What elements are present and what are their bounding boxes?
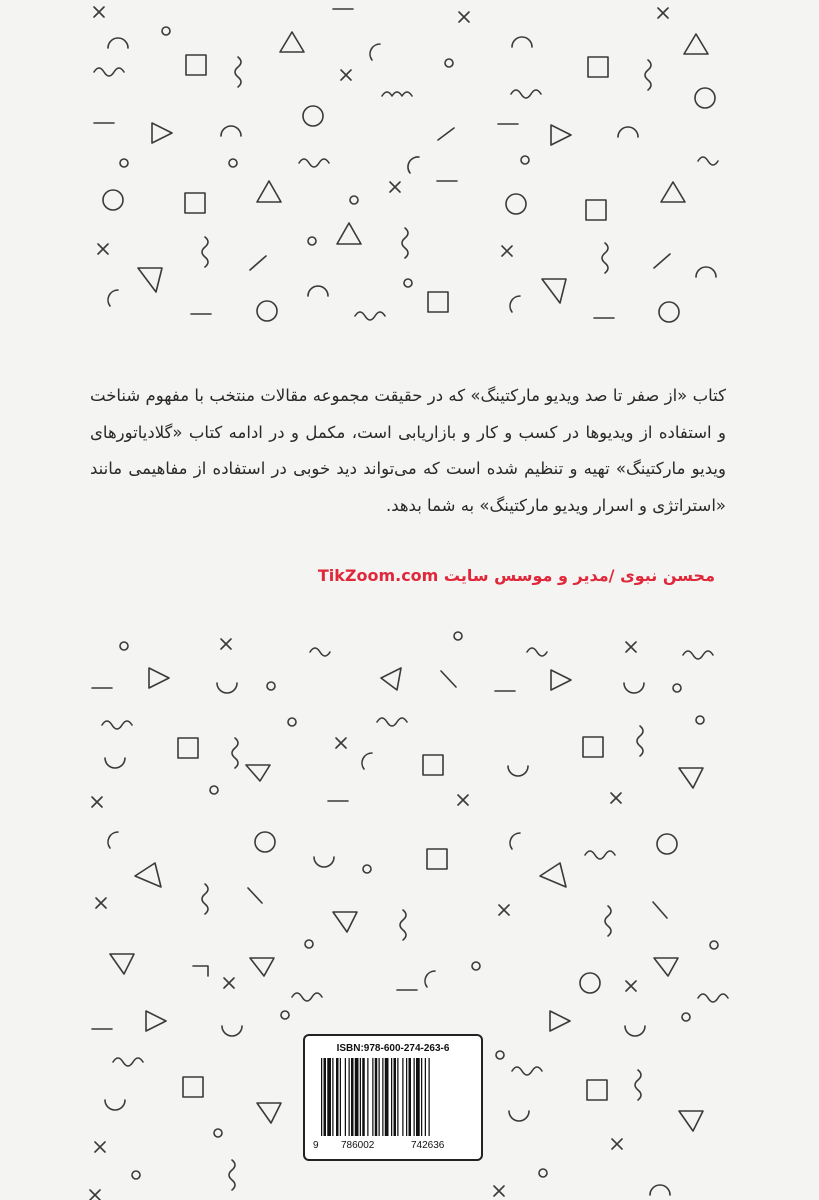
isbn-label: ISBN:978-600-274-263-6: [336, 1043, 450, 1054]
geometric-shapes-pattern: [0, 0, 819, 350]
book-description: کتاب «از صفر تا صد ویدیو مارکتینگ» که در حقیقت مجموعه مقالات منتخب با مفهوم شناخت و استفاده از ویدیوها در کسب و کار و بازاریابی است، مکمل و در ادامه کتاب «گلادیاتورهای ویدیو مارکتینگ» تهیه و تنظیم شده است که می‌تواند دید خوبی در استفاده از مفاهیمی مانند «استراتژی و اسرار ویدیو مارکتینگ» به شما بدهد.: [90, 386, 726, 515]
isbn-barcode: [303, 1034, 483, 1161]
author-credit: محسن نبوی /مدیر و موسس سایت TikZoom.com: [317, 566, 715, 585]
barcode-left-digits: 786002: [341, 1140, 375, 1151]
barcode-digits: [311, 1140, 477, 1154]
barcode-lead-digit: 9: [313, 1140, 319, 1151]
barcode-icon: [319, 1058, 471, 1136]
decorative-pattern-top: [0, 0, 819, 350]
barcode-right-digits: 742636: [411, 1140, 445, 1151]
